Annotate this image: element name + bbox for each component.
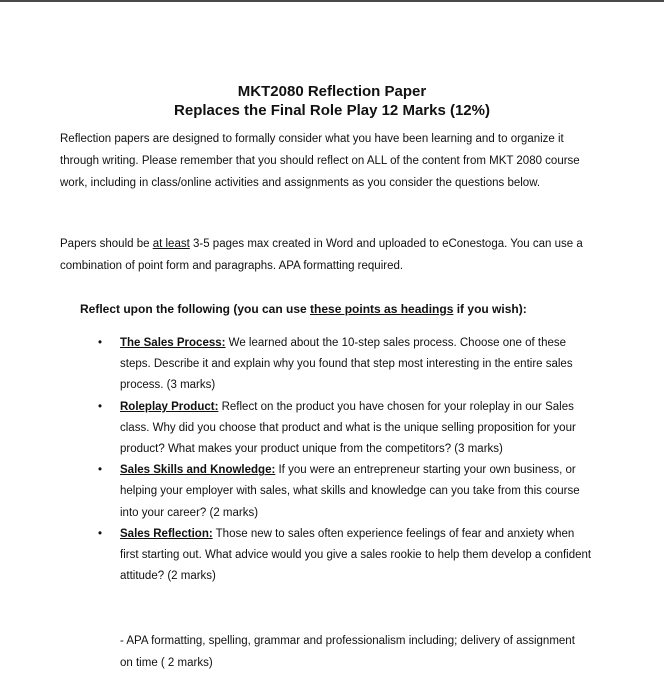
list-item-sales-process — [96, 333, 596, 397]
requirements-paragraph — [60, 233, 600, 277]
requirements-text-start: Papers should be — [60, 238, 153, 250]
list-item-heading: Sales Skills and Knowledge: — [120, 464, 276, 477]
requirements-emphasis: at least — [152, 238, 190, 250]
list-item-sales-reflection — [96, 524, 596, 588]
list-item-heading: Sales Reflection: — [120, 527, 213, 540]
reflect-heading-end: if you wish): — [453, 302, 527, 316]
list-item-heading: The Sales Process: — [120, 337, 226, 349]
reflect-heading-emphasis: these points as headings — [310, 302, 454, 316]
intro-paragraph: Reflection papers are designed to formally consider what you have been learning and to organize it through writing. Please remember that you should reflect on ALL of the content from MKT 2080 course work, including in class/online activities and assignments as you consider the questions below. — [60, 133, 580, 189]
top-border — [0, 0, 664, 2]
list-item-heading: Roleplay Product: — [120, 400, 219, 413]
reflect-heading — [80, 298, 640, 320]
list-item-text: We learned about the 10-step sales process. Choose one of these steps. Describe it and explain why you found that step most interesting in the entire sales process. (3 marks) — [120, 337, 573, 392]
list-item-sales-skills — [96, 460, 596, 524]
bullet-icon: • — [98, 337, 103, 349]
list-item-text: If you were an entrepreneur starting your own business, or helping your employer with sales, what skills and knowledge can you take from this course into your career? (2 marks) — [120, 464, 580, 519]
reflect-heading-start: Reflect upon the following (you can use — [80, 302, 311, 316]
title-block — [0, 82, 664, 120]
list-item-roleplay-product — [96, 397, 596, 461]
requirements-text-end: 3-5 pages max created in Word and uploaded to eConestoga. You can use a combination of point form and paragraphs. APA formatting required. — [60, 238, 583, 272]
final-note: - APA formatting, spelling, grammar and professionalism including; delivery of assignment on time ( 2 marks) — [120, 635, 575, 669]
bullet-icon: • — [98, 527, 103, 540]
list-item-text: Those new to sales often experience feelings of fear and anxiety when first starting out. What advice would you give a sales rookie to help them develop a confident attitude? (2 marks) — [120, 527, 592, 583]
page-subtitle: Replaces the Final Role Play 12 Marks (12%) — [174, 102, 490, 119]
bullet-icon: • — [98, 464, 103, 477]
page-title: MKT2080 Reflection Paper — [237, 83, 427, 100]
bullet-icon: • — [98, 400, 103, 413]
list-item-text: Reflect on the product you have chosen for your roleplay in our Sales class. Why did you choose that product and what is the unique selling proposition for your product? What makes your product unique from the competitors? (3 marks) — [120, 400, 576, 456]
reflection-points-list — [96, 333, 596, 587]
